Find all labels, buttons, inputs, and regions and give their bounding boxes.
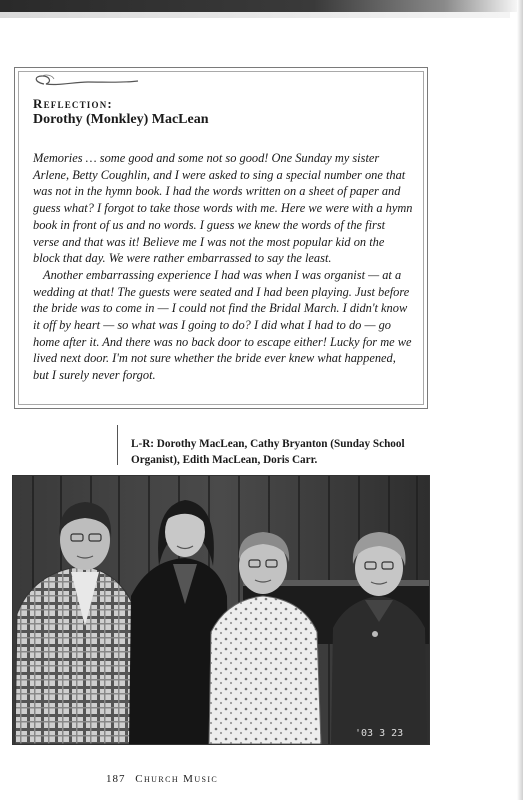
photo-caption: L-R: Dorothy MacLean, Cathy Bryanton (Sunday School Organist), Edith MacLean, Doris Carr.: [131, 438, 405, 466]
page-number: 187: [106, 773, 126, 785]
section-name: Church Music: [135, 773, 219, 785]
reflection-author: Dorothy (Monkley) MacLean: [33, 112, 209, 127]
reflection-body: [33, 150, 413, 384]
reflection-heading: Reflection:: [33, 96, 113, 111]
reflection-paragraph: Another embarrassing experience I had was when I was organist — at a wedding at that! The guests were seated and I had been playing. Just before the bride was to come in — I could not find the Bridal March. I didn't know it off by heart — so what was I going to do? I did what I had to do — go home after it. And there was no back door to escape either! Lucky for me we lived next door. I'm not sure whether the bride ever knew what happened, but I surely never forgot.: [33, 267, 412, 383]
flourish-ornament-icon: [30, 72, 140, 92]
caption-rule: [117, 425, 118, 465]
group-photo-illustration: [13, 476, 429, 744]
page-footer: [106, 773, 218, 785]
photo-date-stamp: '03 3 23: [355, 728, 404, 739]
page-right-shadow: [517, 0, 523, 800]
page-top-shadow: [0, 0, 523, 12]
reflection-paragraph: Memories … some good and some not so good! One Sunday my sister Arlene, Betty Coughlin, and I were asked to sing a special number one that was not in the hymn book. I had the words written on a sheet of paper and guess what? I forgot to take those words with me. Here we were with a hymn book in front of us and no words. I guess we knew the words of the first verse and that was it! Believe me I was not the most popular kid on the block that day. We were rather embarrassed to say the least.: [33, 151, 413, 266]
page-top-fade: [0, 12, 510, 18]
group-photo: [12, 475, 430, 745]
